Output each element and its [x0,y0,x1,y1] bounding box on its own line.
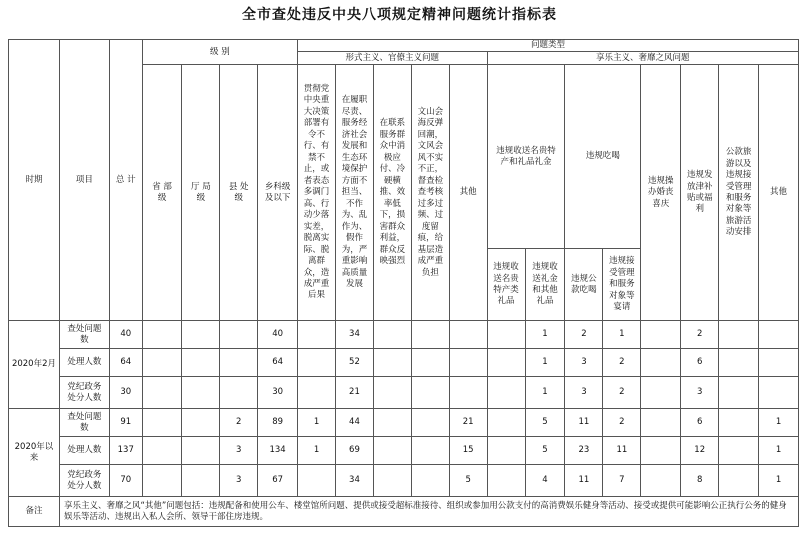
cell-f2: 52 [336,349,374,377]
cell-gb: 5 [525,437,565,465]
header-formalism-1: 贯彻党中央重大决策部署有令不行、有禁不止，或者表态多调门高、行动少落实差，脱离实际、脱离群众，造成严重后果 [298,65,336,321]
cell-f1: 1 [298,437,336,465]
cell-f1 [298,321,336,349]
header-level: 级 别 [142,40,297,65]
cell-total: 91 [109,409,142,437]
cell-f3 [373,437,411,465]
header-formalism-3: 在联系服务群众中消极应付、冷硬横推、效率低下，损害群众利益，群众反映强烈 [373,65,411,321]
cell-f1 [298,465,336,497]
cell-f3 [373,465,411,497]
header-hedonism: 享乐主义、奢靡之风问题 [487,52,798,65]
cell-ea: 3 [565,349,603,377]
header-problem-type: 问题类型 [298,40,799,52]
cell-fo [449,377,487,409]
row-item: 党纪政务处分人数 [59,465,109,497]
table-row [9,409,799,437]
header-subsidy: 违规发放津补贴或福利 [681,65,719,321]
header-gift: 违规收送名贵特产和礼品礼金 [487,65,565,249]
cell-f3 [373,409,411,437]
header-eat-b: 违规接受管理和服务对象等宴请 [603,249,641,321]
cell-f1: 1 [298,409,336,437]
cell-xian [220,349,258,377]
header-item: 项目 [59,40,109,321]
cell-ga [487,349,525,377]
cell-ea: 23 [565,437,603,465]
cell-eb: 1 [603,321,641,349]
cell-total: 137 [109,437,142,465]
header-level-xiang: 乡科级 及以下 [258,65,298,321]
table-row [9,377,799,409]
cell-xian [220,377,258,409]
cell-fo: 15 [449,437,487,465]
statistics-table [8,39,799,527]
cell-f4 [411,465,449,497]
cell-wed [641,377,681,409]
cell-prov [142,437,182,465]
cell-ea: 11 [565,409,603,437]
cell-prov [142,349,182,377]
cell-total: 40 [109,321,142,349]
header-formalism-2: 在履职尽责、服务经济社会发展和生态环境保护方面不担当、不作为、乱作为、假作为，严重影响高质量发展 [336,65,374,321]
cell-tra [719,465,759,497]
cell-f1 [298,377,336,409]
cell-xian: 2 [220,409,258,437]
row-item: 查处问题数 [59,409,109,437]
table-row [9,437,799,465]
cell-ga [487,465,525,497]
cell-ting [182,437,220,465]
row-item: 党纪政务处分人数 [59,377,109,409]
cell-tra [719,437,759,465]
cell-sub: 6 [681,349,719,377]
cell-wed [641,437,681,465]
cell-prov [142,409,182,437]
row-item: 查处问题数 [59,321,109,349]
cell-fo: 5 [449,465,487,497]
cell-eb: 7 [603,465,641,497]
cell-total: 30 [109,377,142,409]
cell-ga [487,409,525,437]
cell-ting [182,349,220,377]
header-formalism: 形式主义、官僚主义问题 [298,52,488,65]
cell-f4 [411,349,449,377]
header-gift-a: 违规收送名贵特产类礼品 [487,249,525,321]
cell-ting [182,321,220,349]
cell-eb: 2 [603,349,641,377]
cell-fo: 21 [449,409,487,437]
cell-xiang: 40 [258,321,298,349]
cell-ting [182,409,220,437]
cell-sub: 3 [681,377,719,409]
cell-ea: 2 [565,321,603,349]
cell-wed [641,321,681,349]
header-gift-b: 违规收送礼金和其他礼品 [525,249,565,321]
cell-tra [719,349,759,377]
cell-tra [719,377,759,409]
cell-gb: 4 [525,465,565,497]
header-formalism-other: 其他 [449,65,487,321]
cell-f2: 34 [336,465,374,497]
cell-sub: 8 [681,465,719,497]
cell-wed [641,349,681,377]
cell-wed [641,465,681,497]
cell-ga [487,437,525,465]
cell-f2: 34 [336,321,374,349]
cell-eb: 2 [603,409,641,437]
cell-tra [719,321,759,349]
cell-f3 [373,349,411,377]
header-hedonism-other: 其他 [759,65,799,321]
cell-gb: 1 [525,349,565,377]
cell-ga [487,321,525,349]
remarks-label: 备注 [9,497,60,527]
cell-prov [142,321,182,349]
cell-sub: 12 [681,437,719,465]
header-total: 总 计 [109,40,142,321]
header-level-xian: 县 处 级 [220,65,258,321]
cell-gb: 1 [525,321,565,349]
cell-f4 [411,409,449,437]
cell-total: 70 [109,465,142,497]
cell-xiang: 89 [258,409,298,437]
cell-ea: 11 [565,465,603,497]
cell-xian: 3 [220,437,258,465]
cell-xian [220,321,258,349]
table-row [9,321,799,349]
cell-ho: 1 [759,465,799,497]
cell-xiang: 67 [258,465,298,497]
cell-xiang: 30 [258,377,298,409]
cell-eb: 11 [603,437,641,465]
cell-ea: 3 [565,377,603,409]
cell-f4 [411,377,449,409]
header-level-ting: 厅 局 级 [182,65,220,321]
table-row [9,349,799,377]
header-level-province: 省 部 级 [142,65,182,321]
cell-f3 [373,377,411,409]
cell-ting [182,465,220,497]
header-formalism-4: 文山会海反弹回潮，文风会风不实不正，督查检查考核过多过频、过度留痕，给基层造成严重负担 [411,65,449,321]
cell-eb: 2 [603,377,641,409]
header-wedding: 违规操办婚丧喜庆 [641,65,681,321]
table-row [9,465,799,497]
cell-ho: 1 [759,409,799,437]
cell-f4 [411,321,449,349]
cell-xiang: 64 [258,349,298,377]
cell-sub: 2 [681,321,719,349]
cell-f2: 44 [336,409,374,437]
header-period: 时期 [9,40,60,321]
header-eat: 违规吃喝 [565,65,641,249]
remarks-text: 享乐主义、奢靡之风“其他”问题包括：违规配备和使用公车、楼堂馆所问题、提供或接受超标准接待、组织或参加用公款支付的高消费娱乐健身等活动、接受或提供可能影响公正执行公务的健身娱乐等活动、违规出入私人会所、领导干部住房违规。 [59,497,798,527]
cell-sub: 6 [681,409,719,437]
cell-tra [719,409,759,437]
cell-fo [449,321,487,349]
cell-ting [182,377,220,409]
cell-prov [142,377,182,409]
cell-ho: 1 [759,437,799,465]
row-item: 处理人数 [59,349,109,377]
cell-f4 [411,437,449,465]
cell-f1 [298,349,336,377]
cell-ga [487,377,525,409]
cell-prov [142,465,182,497]
cell-gb: 5 [525,409,565,437]
header-travel: 公款旅游以及违规接受管理和服务对象等旅游活动安排 [719,65,759,321]
cell-ho [759,377,799,409]
header-eat-a: 违规公款吃喝 [565,249,603,321]
row-item: 处理人数 [59,437,109,465]
cell-f2: 69 [336,437,374,465]
period-label: 2020年以来 [9,409,60,497]
cell-xiang: 134 [258,437,298,465]
cell-gb: 1 [525,377,565,409]
cell-ho [759,321,799,349]
cell-fo [449,349,487,377]
page-title: 全市查处违反中央八项规定精神问题统计指标表 [242,7,557,23]
cell-total: 64 [109,349,142,377]
cell-ho [759,349,799,377]
period-label: 2020年2月 [9,321,60,409]
cell-wed [641,409,681,437]
cell-xian: 3 [220,465,258,497]
cell-f2: 21 [336,377,374,409]
cell-f3 [373,321,411,349]
